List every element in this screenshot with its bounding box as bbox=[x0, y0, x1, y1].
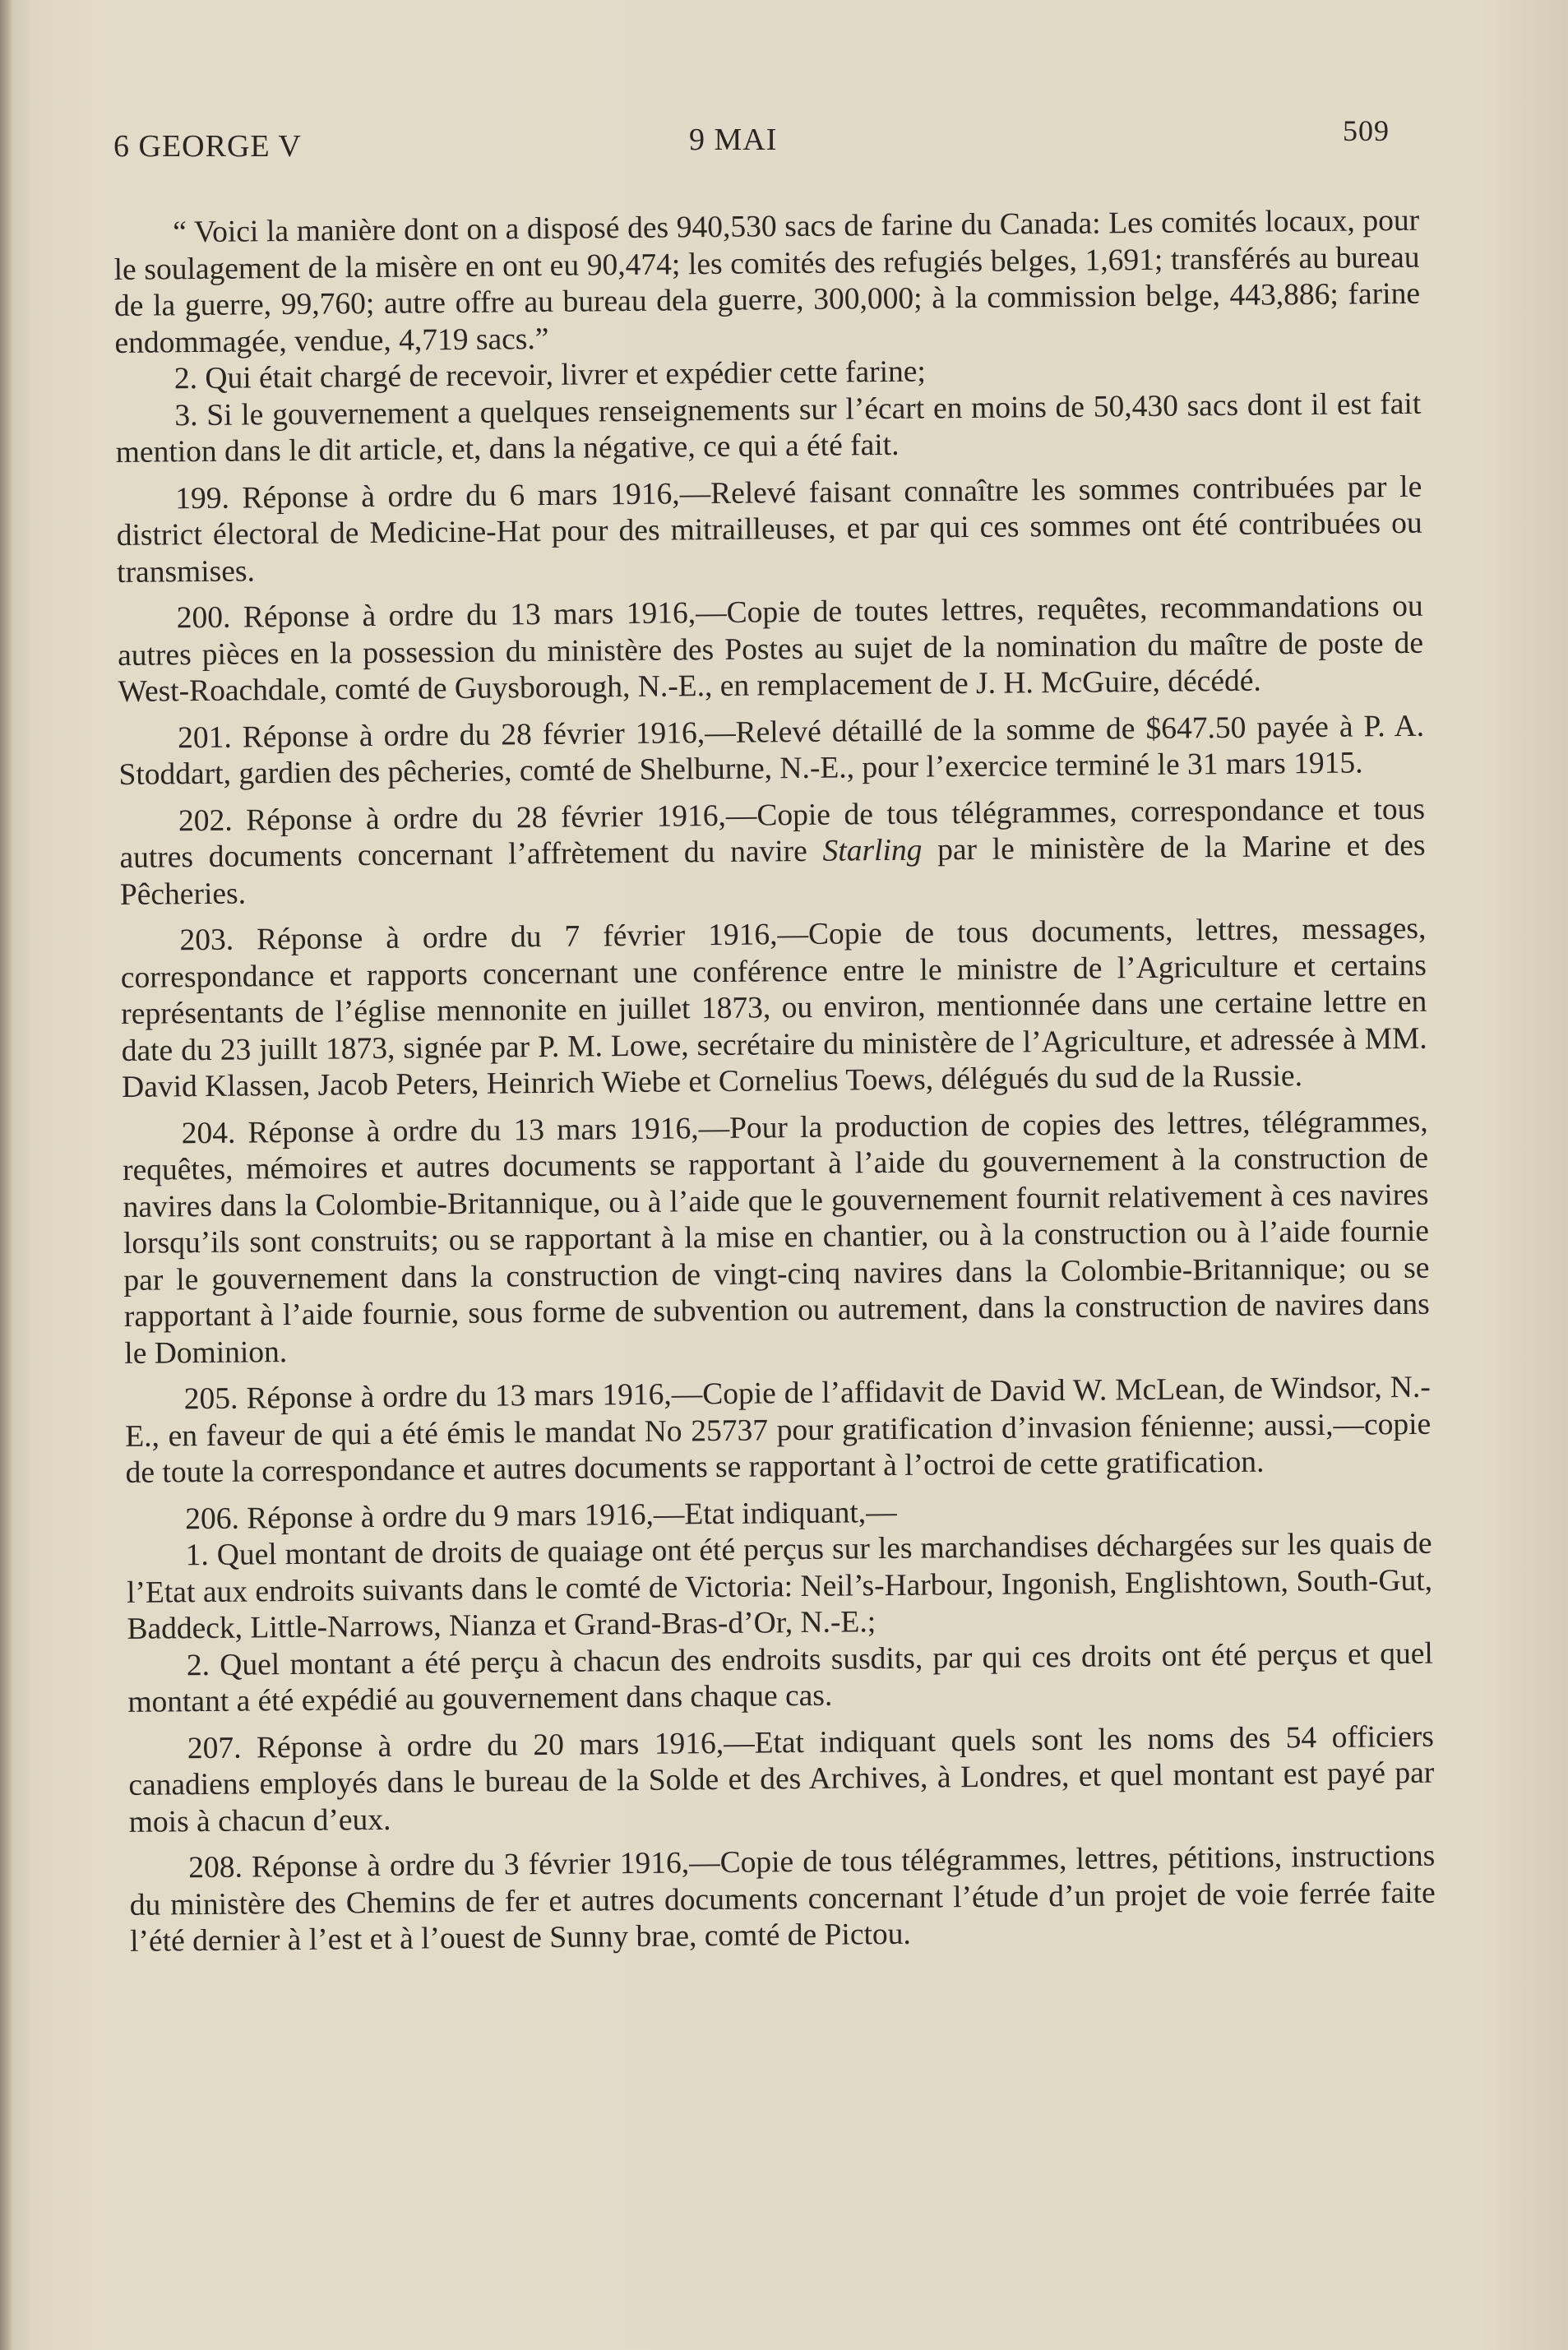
entry-204: 204. Réponse à ordre du 13 mars 1916,—Pour la production de copies des lettres, télégrammes, requêtes, mémoires et autres documents se rapportant à l’aide du gouvernement à la construction de navires dans la Colombie-Britannique, ou à l’aide que le gouvernement fournit relativement à ces navires lorsqu’ils sont construits; ou se rapportant à la mise en chantier, ou à la construction ou à l’aide fournie par le gouvernement dans la construction de vingt-cinq navires dans la Colombie-Britannique; ou se rapportant à l’aide fournie, sous forme de subvention ou autrement, dans la construction de navires dans le Dominion. bbox=[122, 1104, 1430, 1371]
entry-206-item-1: 1. Quel montant de droits de quaiage ont été perçus sur les marchandises déchargées sur les quais de l’Etat aux endroits suivants dans le comté de Victoria: Neil’s-Harbour, Ingonish, Englishtown, South-Gut, Baddeck, Little-Narrows, Nianza et Grand-Bras-d’Or, N.-E.; bbox=[126, 1526, 1433, 1646]
entry-202-text-end: par le ministère de la Marine et des Pêcheries. bbox=[119, 828, 1426, 912]
header-regnal-year: 6 GEORGE V bbox=[113, 129, 302, 164]
entry-208: 208. Réponse à ordre du 3 février 1916,—Copie de tous télégrammes, lettres, pétitions, instructions du ministère des Chemins de fer et autres documents concernant l’étude d’un projet de voie ferrée faite l’été dernier à l’est et à l’ouest de Sunny brae, comté de Pictou. bbox=[129, 1839, 1436, 1959]
item-paragraph: 2. Qui était chargé de recevoir, livrer et expédier cette farine; bbox=[173, 354, 927, 396]
entry-202-text: 202. Réponse à ordre du 28 février 1916,—Copie de tous télégrammes, correspondance et tous autres documents concernant l’affrètement du navire bbox=[119, 792, 1426, 875]
entry-205: 205. Réponse à ordre du 13 mars 1916,—Copie de l’affidavit de David W. McLean, de Windsor, N.-E., en faveur de qui a été émis le mandat No 25737 pour gratification d’invasion fénienne; aussi,—copie de toute la correspondance et autres documents se rapportant à l’octroi de cette gratification. bbox=[125, 1370, 1432, 1490]
entry-201: 201. Réponse à ordre du 28 février 1916,—Relevé détaillé de la somme de $647.50 payée à P. A. Stoddart, gardien des pêcheries, comté de Shelburne, N.-E., pour l’exercice terminé le 31 mars 1915. bbox=[118, 709, 1425, 792]
entry-200: 200. Réponse à ordre du 13 mars 1916,—Copie de toutes lettres, requêtes, recommandations ou autres pièces en la possession du ministère des Postes au sujet de la nomination du maître de poste de West-Roachdale, comté de Guysborough, N.-E., en remplacement de J. H. McGuire, décédé. bbox=[117, 589, 1424, 709]
entry-203: 203. Réponse à ordre du 7 février 1916,—Copie de tous documents, lettres, messages, correspondance et rapports concernant une conférence entre le ministre de l’Agriculture et certains représentants de l’église mennonite en juillet 1873, ou environ, mentionnée dans une certaine lettre en date du 23 juillt 1873, signée par P. M. Lowe, secrétaire du ministère de l’Agriculture, et adressée à MM. David Klassen, Jacob Peters, Heinrich Wiebe et Cornelius Toews, délégués du sud de la Russie. bbox=[120, 911, 1427, 1104]
entry-202 bbox=[119, 791, 1426, 914]
running-header bbox=[113, 114, 1396, 171]
entry-199: 199. Réponse à ordre du 6 mars 1916,—Relevé faisant connaître les sommes contribuées par le district électoral de Medicine-Hat pour des mitrailleuses, et par qui ces sommes ont été contribuées ou transmises. bbox=[116, 470, 1422, 590]
header-date: 9 MAI bbox=[689, 123, 778, 157]
ship-name: Starling bbox=[822, 833, 923, 868]
entry-207: 207. Réponse à ordre du 20 mars 1916,—Etat indiquant quels sont les noms des 54 officiers canadiens employés dans le bureau de la Solde et des Archives, à Londres, et quel montant est payé par mois à chacun d’eux. bbox=[128, 1719, 1435, 1839]
quotation-paragraph: “ Voici la manière dont on a disposé des 940,530 sacs de farine du Canada: Les comités locaux, pour le soulagement de la misère en ont eu 90,474; les comités des refugiés belges, 1,691; transférés au bureau de la guerre, 99,760; autre offre au bureau dela guerre, 300,000; à la commission belge, 443,886; farine endommagée, vendue, 4,719 sacs.” bbox=[113, 203, 1421, 360]
body-text bbox=[113, 203, 1436, 1961]
entry-206-item-2: 2. Quel montant a été perçu à chacun des endroits susdits, par qui ces droits ont été perçus et quel montant a été expédié au gouvernement dans chaque cas. bbox=[127, 1636, 1434, 1719]
page-binding-edge bbox=[0, 0, 13, 2350]
item-paragraph: 3. Si le gouvernement a quelques renseignements sur l’écart en moins de 50,430 sacs dont il est fait mention dans le dit article, et, dans la négative, ce qui a été fait. bbox=[115, 386, 1422, 470]
page-number: 509 bbox=[1343, 114, 1390, 147]
entry-206: 206. Réponse à ordre du 9 mars 1916,—Etat indiquant,— bbox=[185, 1495, 897, 1536]
